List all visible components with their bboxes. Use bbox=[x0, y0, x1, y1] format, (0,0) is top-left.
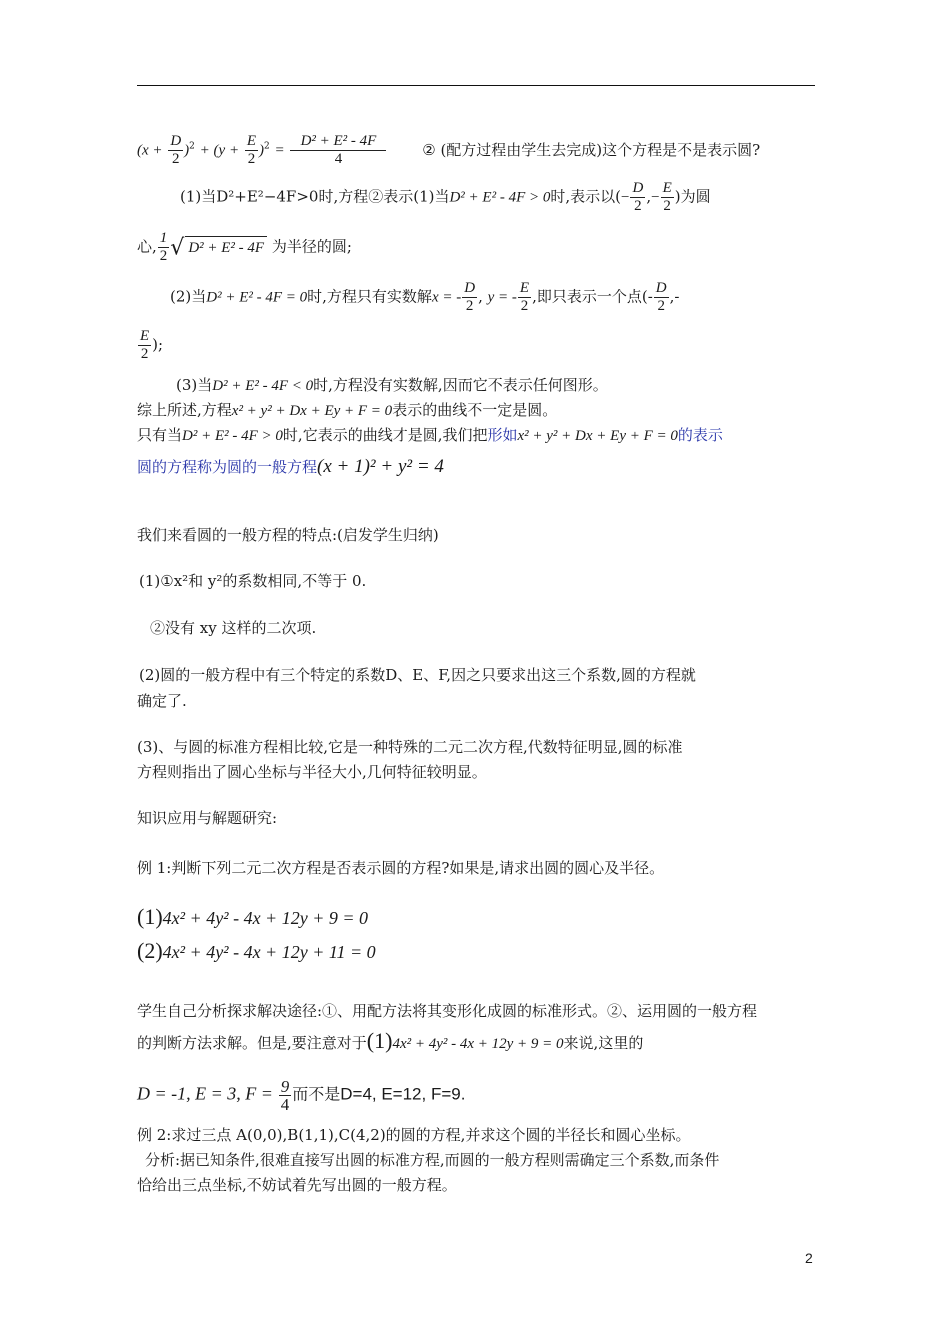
general-equation: x² + y² + Dx + Ey + F = 0 bbox=[231, 403, 393, 419]
eq-part: (x + bbox=[137, 142, 163, 159]
case-3-line bbox=[176, 374, 608, 397]
analysis-line-1: 学生自己分析探求解决途径:①、用配方法将其变形化成圆的标准形式。②、运用圆的一般方程 bbox=[137, 1002, 758, 1020]
eq-label: (1) bbox=[137, 904, 163, 929]
case-2-condition: D² + E² - 4F = 0 bbox=[206, 289, 308, 306]
frac-num: D bbox=[464, 280, 476, 296]
frac-den: 2 bbox=[247, 151, 256, 167]
header-rule bbox=[137, 85, 815, 86]
general-equation: x² + y² + Dx + Ey + F = 0 bbox=[517, 428, 678, 444]
example-2-analysis-1: 分析:据已知条件,很难直接写出圆的标准方程,而圆的一般方程则需确定三个系数,而条件 bbox=[145, 1151, 720, 1169]
definition-text: 的表示 bbox=[677, 426, 723, 444]
frac-num: E bbox=[662, 180, 672, 196]
feature-4-line-2: 方程则指出了圆心坐标与半径大小,几何特征较明显。 bbox=[137, 763, 487, 781]
coefficients-line bbox=[137, 1078, 465, 1113]
fraction-e-over-2 bbox=[518, 280, 531, 315]
wrong-coefficients: D=4, E=12, F=9. bbox=[340, 1084, 466, 1104]
frac-num: E bbox=[519, 280, 530, 296]
fraction-d-over-2 bbox=[654, 280, 669, 315]
feature-4-line-1: (3)、与圆的标准方程相比较,它是一种特殊的二元二次方程,代数特征明显,圆的标准 bbox=[137, 738, 683, 756]
equation: 4x² + 4y² - 4x + 12y + 11 = 0 bbox=[162, 942, 376, 962]
y-equals: y = - bbox=[487, 289, 517, 306]
equation-question: ② (配方过程由学生去完成)这个方程是不是表示圆? bbox=[422, 140, 761, 159]
feature-3-line-1: (2)圆的一般方程中有三个特定的系数D、E、F,因之只要求出这三个系数,圆的方程就 bbox=[139, 666, 696, 684]
eq-sign: = bbox=[274, 142, 285, 159]
eq-part: ) bbox=[259, 142, 265, 159]
case-1-line2-suffix: 为半径的圆; bbox=[271, 237, 352, 256]
summary-line-3 bbox=[137, 456, 444, 478]
analysis-line-2 bbox=[137, 1030, 643, 1055]
summary-line2-prefix: 只有当 bbox=[137, 426, 183, 444]
frac-num: E bbox=[246, 133, 257, 149]
case-1-line-1 bbox=[180, 180, 711, 215]
definition-text: 圆的方程称为圆的一般方程 bbox=[137, 458, 318, 476]
fraction-d-over-2 bbox=[462, 280, 477, 315]
case-1-condition: D² + E² - 4F > 0 bbox=[449, 189, 551, 206]
summary-prefix: 综上所述,方程 bbox=[137, 401, 232, 419]
summary-line-1 bbox=[137, 399, 557, 422]
case-2-line-1 bbox=[170, 280, 679, 315]
case-1-prefix: (1)当D²+E²−4F>0时,方程②表示(1)当 bbox=[180, 187, 450, 206]
case-3-suffix: 时,方程没有实数解,因而它不表示任何图形。 bbox=[313, 376, 608, 394]
case-1-line2-prefix: 心, bbox=[137, 237, 157, 256]
case-1-mid: 时,表示以( bbox=[550, 187, 621, 206]
summary-line2-mid: 时,它表示的曲线才是圆,我们把 bbox=[282, 426, 488, 444]
example-1-eq-2 bbox=[137, 940, 376, 964]
example-2-analysis-2: 恰给出三点坐标,不妨试着先写出圆的一般方程。 bbox=[137, 1176, 457, 1194]
eq-label: (2) bbox=[137, 938, 163, 963]
eq-label: (1) bbox=[366, 1028, 393, 1053]
frac-den: 2 bbox=[171, 151, 180, 167]
fraction-e-over-2 bbox=[245, 133, 258, 168]
frac-num: D bbox=[655, 280, 667, 296]
fraction-d-over-2 bbox=[168, 133, 183, 168]
case-1-line-2 bbox=[137, 230, 352, 265]
fraction-d-over-2 bbox=[630, 180, 645, 215]
example-circle-equation: (x + 1)² + y² = 4 bbox=[317, 456, 444, 477]
frac-num: D² + E² - 4F bbox=[290, 133, 386, 151]
summary-condition: D² + E² - 4F > 0 bbox=[182, 428, 283, 444]
feature-3-line-2: 确定了. bbox=[137, 692, 187, 710]
case-2-line-2 bbox=[137, 328, 163, 363]
frac-den: 4 bbox=[280, 1095, 290, 1114]
example-1-eq-1 bbox=[137, 906, 368, 930]
equation: 4x² + 4y² - 4x + 12y + 9 = 0 bbox=[392, 1036, 564, 1052]
frac-den: 2 bbox=[634, 198, 642, 214]
features-intro: 我们来看圆的一般方程的特点:(启发学生归纳) bbox=[137, 526, 439, 544]
fraction-e-over-2 bbox=[138, 328, 151, 363]
frac-den: 4 bbox=[334, 151, 343, 167]
case-2-tail: ); bbox=[152, 335, 164, 354]
fraction-one-half bbox=[158, 230, 170, 265]
feature-1: (1)①x²和 y²的系数相同,不等于 0. bbox=[139, 572, 367, 590]
eq-part: + (y + bbox=[199, 142, 240, 159]
sqrt-icon: √ bbox=[170, 235, 185, 261]
page-number: 2 bbox=[805, 1250, 813, 1266]
frac-num: 1 bbox=[159, 230, 168, 246]
exponent: 2 bbox=[189, 141, 195, 152]
frac-num: D bbox=[170, 133, 182, 149]
case-2-point-text: ,即只表示一个点(- bbox=[532, 287, 653, 306]
frac-num: D bbox=[632, 180, 644, 196]
frac-den: 2 bbox=[663, 198, 671, 214]
application-title: 知识应用与解题研究: bbox=[137, 809, 278, 827]
equation: 4x² + 4y² - 4x + 12y + 9 = 0 bbox=[162, 908, 368, 928]
frac-den: 2 bbox=[465, 298, 474, 314]
frac-den: 2 bbox=[657, 298, 665, 314]
comma: ,- bbox=[669, 287, 680, 306]
comma: , bbox=[478, 287, 483, 306]
example-2: 例 2:求过三点 A(0,0),B(1,1),C(4,2)的圆的方程,并求这个圆的半径长和圆心坐标。 bbox=[137, 1126, 691, 1144]
frac-den: 2 bbox=[140, 346, 149, 362]
frac-den: 2 bbox=[159, 248, 168, 264]
summary-suffix: 表示的曲线不一定是圆。 bbox=[392, 401, 558, 419]
x-equals: x = - bbox=[431, 289, 462, 306]
eq-part: ) bbox=[184, 142, 190, 159]
case-1-suffix: )为圆 bbox=[674, 187, 711, 206]
fraction-nine-quarters bbox=[279, 1078, 292, 1113]
frac-num: 9 bbox=[280, 1077, 290, 1096]
coefficient-values: D = -1, E = 3, F = bbox=[137, 1083, 273, 1104]
radicand: D² + E² - 4F bbox=[185, 236, 267, 259]
summary-line-2 bbox=[137, 424, 723, 447]
analysis-suffix: 来说,这里的 bbox=[563, 1034, 644, 1052]
frac-den: 2 bbox=[520, 298, 529, 314]
case-3-condition: D² + E² - 4F < 0 bbox=[212, 378, 314, 394]
case-2-prefix: (2)当 bbox=[170, 287, 207, 306]
coefficient-mid: 而不是 bbox=[292, 1084, 341, 1104]
completed-square-equation bbox=[137, 133, 760, 168]
example-1: 例 1:判断下列二元二次方程是否表示圆的方程?如果是,请求出圆的圆心及半径。 bbox=[137, 859, 665, 877]
fraction-rhs bbox=[290, 133, 386, 168]
feature-2: ②没有 xy 这样的二次项. bbox=[150, 619, 317, 637]
comma: , bbox=[646, 187, 652, 206]
case-2-mid: 时,方程只有实数解 bbox=[307, 287, 432, 306]
analysis-prefix: 的判断方法求解。但是,要注意对于 bbox=[137, 1034, 367, 1052]
definition-text: 形如 bbox=[487, 426, 518, 444]
minus-sign: − bbox=[621, 189, 630, 206]
case-3-prefix: (3)当 bbox=[176, 376, 213, 394]
minus-sign: − bbox=[651, 189, 660, 206]
exponent: 2 bbox=[264, 141, 270, 152]
frac-num: E bbox=[140, 328, 150, 344]
fraction-e-over-2 bbox=[661, 180, 674, 215]
